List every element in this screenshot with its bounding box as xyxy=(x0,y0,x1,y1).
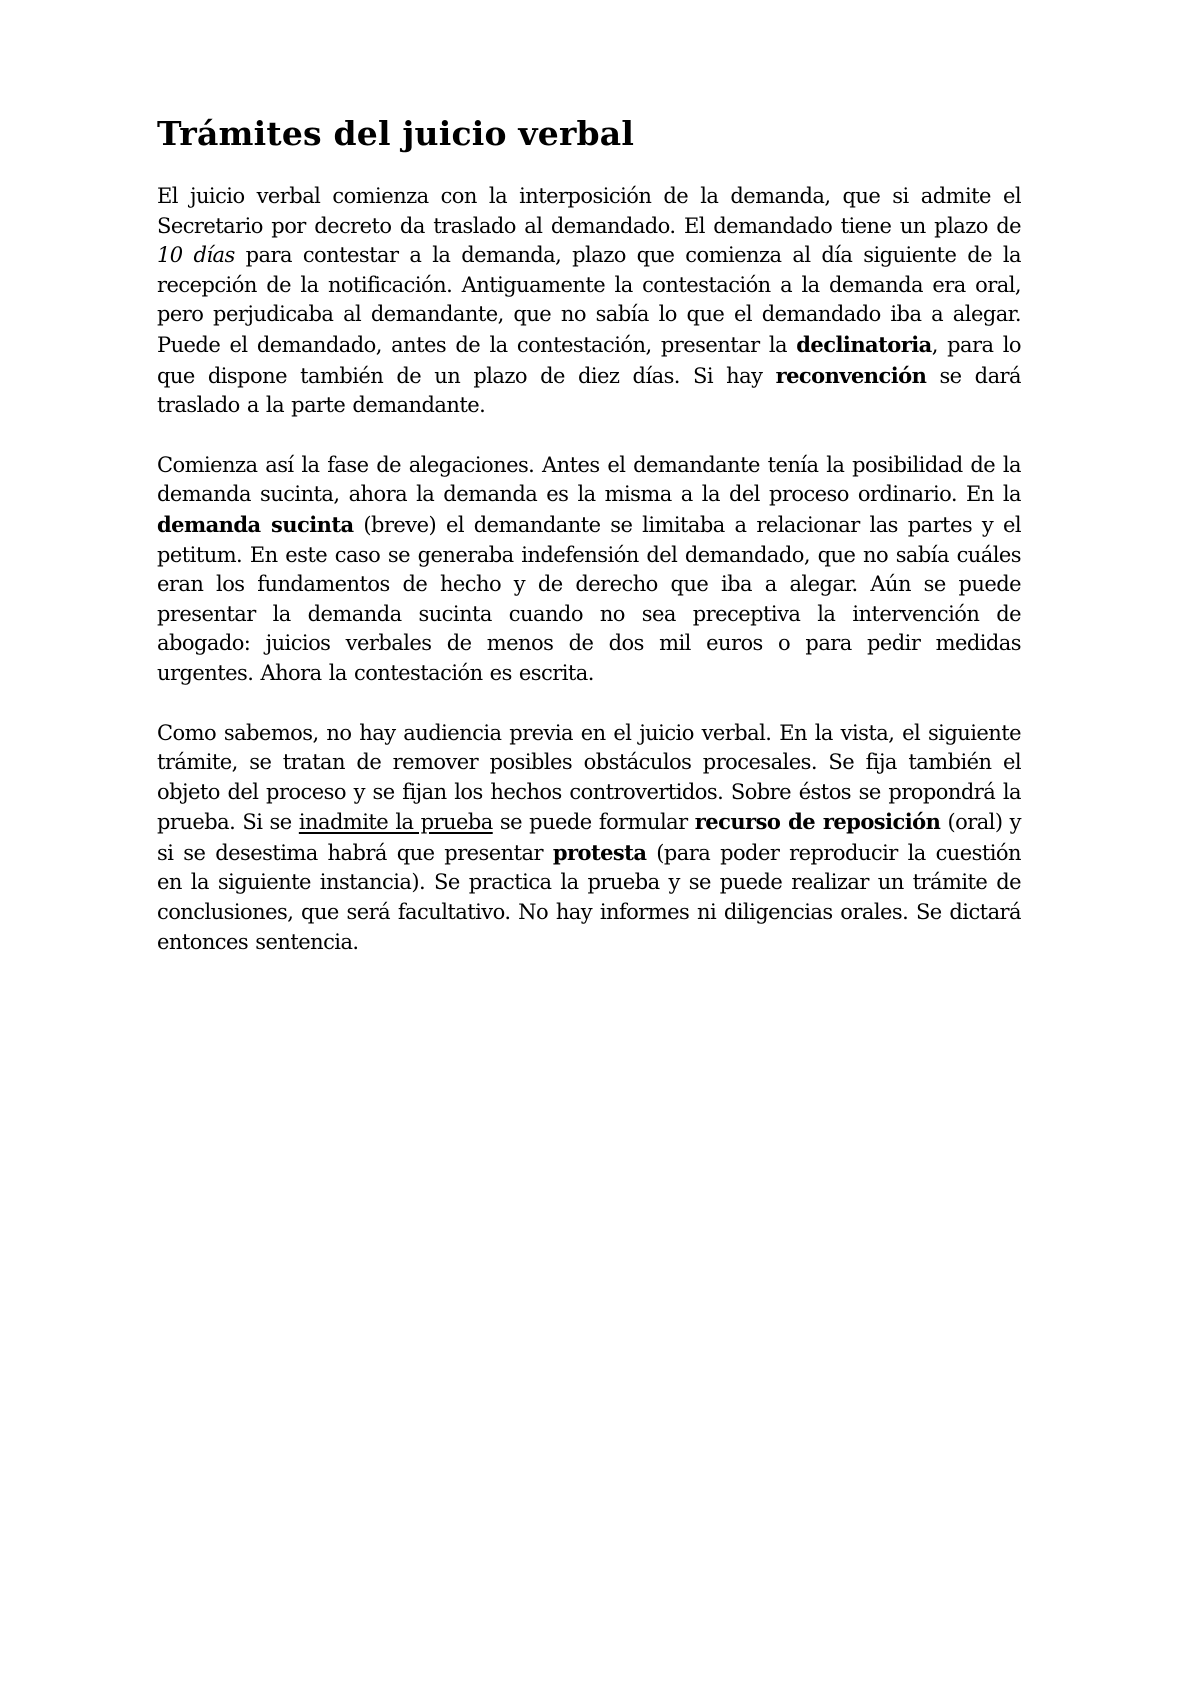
text-run: (oral) y si se desestima habrá que presentar xyxy=(157,810,1021,865)
text-run: , para lo que dispone también de un plazo de diez días. Si hay xyxy=(157,332,1021,388)
text-run: se dará traslado a la parte demandante. xyxy=(157,363,1021,418)
document-title: Trámites del juicio verbal xyxy=(157,114,635,153)
paragraph xyxy=(157,182,1021,421)
text-run: Como sabemos, no hay audiencia previa en el juicio verbal. En la vista, el siguiente trámite, se tratan de remover posibles obstáculos procesales. Se fija también el objeto del proceso y se fijan los hechos controvertidos. Sobre éstos se propondrá la prueba. Si se xyxy=(157,720,1021,835)
text-run: El juicio verbal comienza con la interposición de la demanda, que si admite el Secretario por decreto da traslado al demandado. El demandado tiene un plazo de xyxy=(157,184,1021,238)
paragraph-list xyxy=(157,182,1021,957)
bold-text: demanda sucinta xyxy=(157,511,354,537)
text-run: (breve) el demandante se limitaba a relacionar las partes y el petitum. En este caso se generaba indefensión del demandado, que no sabía cuáles eran los fundamentos de hecho y de derecho que iba a alegar. Aún se puede presentar la demanda sucinta cuando no sea preceptiva la intervención de abogado: juicios verbales de menos de dos mil euros o para pedir medidas urgentes. Ahora la contestación es escrita. xyxy=(157,512,1022,685)
bold-text: protesta xyxy=(552,839,647,865)
text-run: se puede formular xyxy=(492,810,695,835)
underline-text: inadmite la prueba xyxy=(298,810,493,835)
bold-text: recurso de reposición xyxy=(694,809,941,835)
document-body xyxy=(157,112,1021,987)
bold-text: reconvención xyxy=(775,362,927,388)
text-run: (para poder reproducir la cuestión en la siguiente instancia). Se practica la prueba y se puede realizar un trámite de conclusiones, que será facultativo. No hay informes ni diligencias orales. Se dictará entonces sentencia. xyxy=(157,840,1021,954)
text-run: Comienza así la fase de alegaciones. Antes el demandante tenía la posibilidad de la demanda sucinta, ahora la demanda es la misma a la del proceso ordinario. En la xyxy=(157,452,1021,507)
italic-text: 10 días xyxy=(157,243,235,268)
paragraph xyxy=(157,719,1021,958)
bold-text: declinatoria xyxy=(796,331,932,357)
text-run: para contestar a la demanda, plazo que comienza al día siguiente de la recepción de la notificación. Antiguamente la contestación a la demanda era oral, pero perjudicaba al demandante, que no sabía lo que el demandado iba a alegar. Puede el demandado, antes de la contestación, presentar la xyxy=(157,243,1021,357)
paragraph xyxy=(157,451,1021,689)
